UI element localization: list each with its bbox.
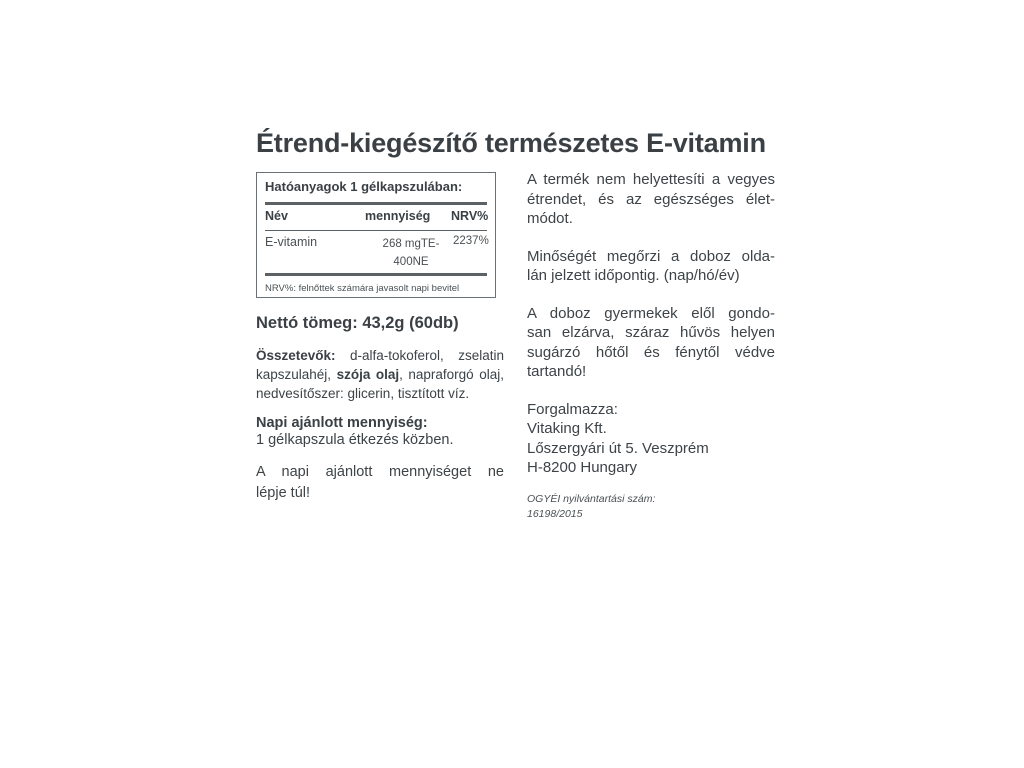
row-amount-line1: 268 mgTE- [382, 238, 440, 250]
column-header-nrv: NRV% [451, 209, 489, 223]
ingredients [256, 346, 504, 403]
dose-warning-line1: A napi ajánlott mennyiséget ne [256, 464, 504, 480]
storage-date-line2: lán jelzett időpontig. (nap/hó/év) [527, 267, 740, 284]
column-header-amount: mennyiség [365, 209, 431, 223]
dose-warning [256, 462, 504, 504]
storage-date-line1: Minőségét megőrzi a doboz olda- [527, 247, 775, 265]
storage-line1: A doboz gyermekek elől gondo- [527, 304, 775, 322]
column-header-name: Név [265, 209, 288, 223]
table-rule-top [265, 202, 487, 205]
nutrition-footnote: NRV%: felnőttek számára javasolt napi bevitel [265, 283, 460, 294]
storage-line2: san elzárva, száraz hűvös helyen [527, 324, 775, 341]
row-name: E-vitamin [265, 235, 318, 249]
daily-dose-text: 1 gélkapszula étkezés közben. [256, 432, 454, 448]
nutrition-heading: Hatóanyagok 1 gélkapszulában: [265, 179, 463, 194]
distributor-city: H-8200 Hungary [527, 459, 638, 476]
registration-block [527, 492, 775, 522]
storage-date-paragraph [527, 247, 775, 286]
notice-line3: módot. [527, 210, 573, 227]
storage-line4: tartandó! [527, 363, 587, 380]
distributor-address: Lőszergyári út 5. Veszprém [527, 439, 709, 457]
left-column [256, 172, 504, 504]
table-rule-header [265, 230, 487, 231]
registration-label: OGYÉI nyilvántartási szám: [527, 492, 656, 505]
page-title: Étrend-kiegészítő természetes E-vitamin [256, 128, 766, 158]
dose-warning-line2: lépje túl! [256, 485, 311, 501]
storage-paragraph [527, 304, 775, 382]
distributor-label: Forgalmazza: [527, 400, 618, 418]
net-weight: Nettó tömeg: 43,2g (60db) [256, 314, 459, 332]
notice-line2: étrendet, és az egészséges élet- [527, 190, 775, 208]
row-nrv: 2237% [453, 235, 489, 247]
ingredients-part1: d-alfa-tokoferol, zselatin kapszulahéj, [256, 348, 504, 382]
ingredients-part2: , napraforgó olaj, nedvesítőszer: glicerin, tisztított víz. [256, 367, 504, 401]
table-rule-bottom [265, 273, 487, 276]
distributor-company: Vitaking Kft. [527, 420, 607, 437]
storage-line3: sugárzó hőtől és fénytől védve [527, 343, 775, 361]
notice-paragraph [527, 170, 775, 229]
distributor-block [527, 400, 775, 478]
row-amount [367, 235, 455, 271]
daily-dose-label: Napi ajánlott mennyiség: [256, 415, 428, 431]
nutrition-table [256, 172, 496, 298]
ingredients-allergen: szója olaj [336, 367, 400, 382]
notice-line1: A termék nem helyettesíti a vegyes [527, 171, 775, 188]
right-column [527, 170, 775, 522]
row-amount-line2: 400NE [393, 256, 429, 268]
registration-number: 16198/2015 [527, 507, 583, 520]
ingredients-label: Összetevők: [256, 348, 336, 363]
